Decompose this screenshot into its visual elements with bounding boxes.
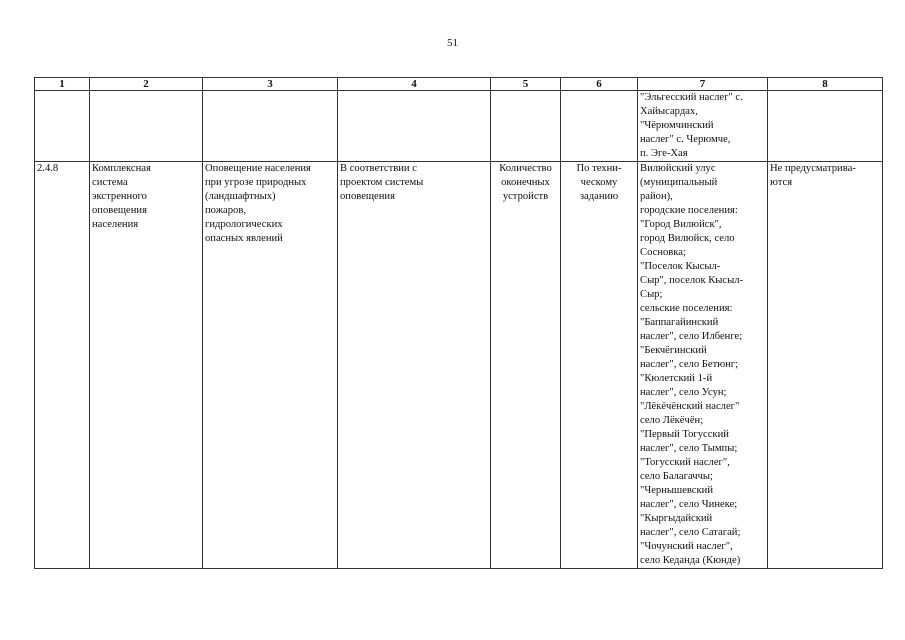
zone-cell: Не предусматрива- ются (768, 162, 883, 569)
header-col-8: 8 (768, 78, 883, 91)
cont-cell-1 (35, 91, 90, 162)
value-cell: По техни- ческому заданию (561, 162, 638, 569)
row-number-cell: 2.4.8 (35, 162, 90, 569)
cont-cell-2 (90, 91, 203, 162)
object-name-cell: Комплексная система экстренного оповещения населения (90, 162, 203, 569)
cont-cell-7: "Эльгесский наслег" с. Хайысардах, "Чёрюмчинский наслег" с. Черюмче, п. Эге-Хая (638, 91, 768, 162)
characteristics-cell: В соответствии с проектом системы оповещения (338, 162, 491, 569)
header-col-2: 2 (90, 78, 203, 91)
header-col-6: 6 (561, 78, 638, 91)
cont-cell-3 (203, 91, 338, 162)
cont-cell-8 (768, 91, 883, 162)
header-row (35, 78, 883, 91)
continuation-row (35, 91, 883, 162)
page-number: 51 (447, 37, 458, 49)
parameter-cell: Количество оконечных устройств (491, 162, 561, 569)
purpose-cell: Оповещение населения при угрозе природных (ландшафтных) пожаров, гидрологических опасных явлений (203, 162, 338, 569)
table-row (35, 162, 883, 569)
header-col-7: 7 (638, 78, 768, 91)
header-col-5: 5 (491, 78, 561, 91)
header-col-3: 3 (203, 78, 338, 91)
data-table (34, 77, 883, 569)
header-col-1: 1 (35, 78, 90, 91)
location-cell: Вилюйский улус (муниципальный район), городские поселения: "Город Вилюйск", город Вилюйск, село Сосновка; "Поселок Кысыл- Сыр", поселок Кысыл- Сыр; сельские поселения: "Баппагайинский наслег", село Илбенге; "Бекчёгинский наслег", село Бетюнг; "Кюлетский 1-й наслег", село Усун; "Лёкёчёнский наслег" село Лёкёчён; "Первый Тогусский наслег", село Тымпы; "Тогусский наслег", село Балагаччы; "Чернышевский наслег", село Чинеке; "Кыргыдайский наслег", село Сатагай; "Чочунский наслег", село Кеданда (Кюнде) (638, 162, 768, 569)
cont-cell-5 (491, 91, 561, 162)
cont-cell-6 (561, 91, 638, 162)
cont-cell-4 (338, 91, 491, 162)
header-col-4: 4 (338, 78, 491, 91)
